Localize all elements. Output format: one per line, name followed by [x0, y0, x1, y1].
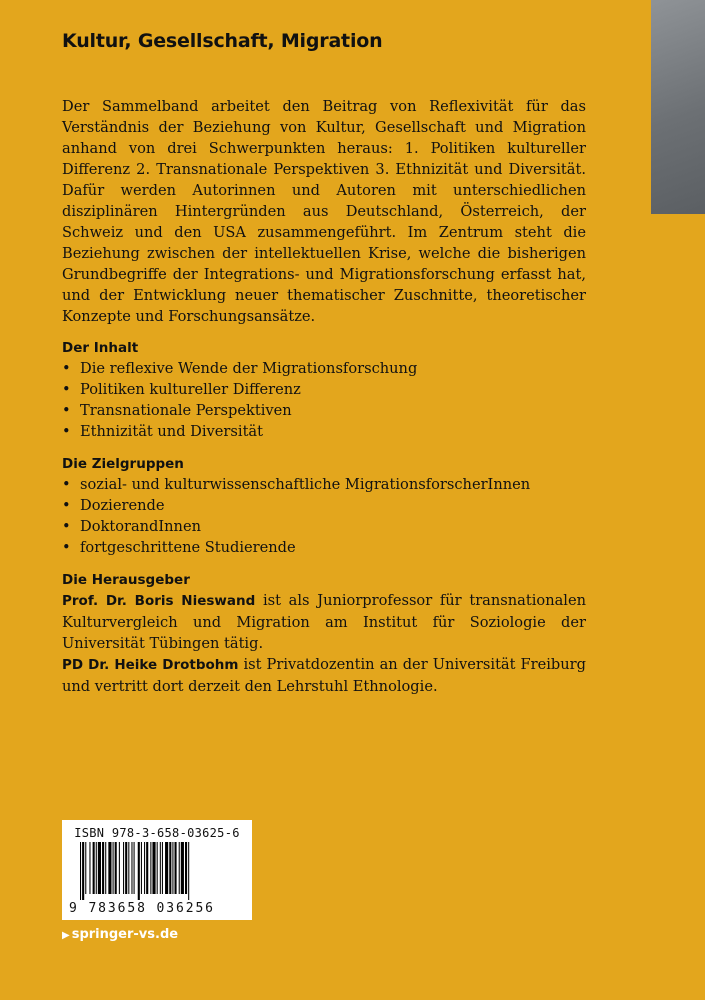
isbn-label: ISBN 978-3-658-03625-6 [74, 826, 240, 840]
editor-bio-text: ist als Juniorprofessor für transnationalen Kulturvergleich und Migration am Institut für Soziologie der Universität Tübingen tätig. [62, 592, 586, 652]
editor-bio-drotbohm [62, 654, 586, 697]
barcode-bar [150, 842, 151, 894]
barcode-bar [96, 842, 97, 894]
barcode-bar [93, 842, 95, 894]
cover-corner-graphic [651, 0, 705, 214]
barcode-bar [179, 842, 180, 894]
contents-item: • Ethnizität und Diversität [62, 421, 586, 442]
audience-heading: Die Zielgruppen [62, 456, 184, 472]
editor-bio-text: ist Privatdozentin an der Universität Freiburg und vertritt dort derzeit den Lehrstuhl Ethnologie. [62, 656, 586, 695]
barcode-bar [131, 842, 132, 894]
contents-list [62, 358, 586, 442]
barcode-bar [115, 842, 117, 894]
editor-bio-nieswand [62, 590, 586, 654]
barcode-bar [165, 842, 168, 894]
barcode-bar [157, 842, 158, 894]
website-label: springer-vs.de [71, 927, 179, 942]
description-paragraph: Der Sammelband arbeitet den Beitrag von Reflexivität für das Verständnis der Beziehung von Kultur, Gesellschaft und Migration anhand von drei Schwerpunkten heraus: 1. Politiken kultureller Differenz 2. Transnationale Perspektiven 3. Ethnizität und Diversität. Dafür werden Autorinnen und Autoren mit unterschiedlichen disziplinären Hintergründen aus Deutschland, Österreich, der Schweiz und den USA zusammengeführt. Im Zentrum steht die Beziehung zwischen der intellektuellen Krise, welche die bisherigen Grundbegriffe der Integrations- und Migrationsforschung erfasst hat, und der Entwicklung neuer thematischer Zuschnitte, theoretischer Konzepte und Forschungsansätze. [62, 98, 586, 325]
barcode-bar [98, 842, 101, 894]
contents-item: • Transnationale Perspektiven [62, 400, 586, 421]
barcode-bar [113, 842, 114, 894]
barcode-bar [181, 842, 184, 894]
isbn-barcode-box [62, 820, 252, 920]
barcode-bar [119, 842, 120, 894]
barcode-icon [80, 842, 234, 900]
editor-name: Prof. Dr. Boris Nieswand [62, 593, 256, 609]
audience-item: • Dozierende [62, 495, 586, 516]
barcode-bar [125, 842, 127, 894]
barcode-bar [80, 842, 81, 900]
isbn-digits: 9 783658 036256 [69, 901, 215, 916]
barcode-bar [85, 842, 86, 894]
barcode-bar [152, 842, 155, 894]
editors-heading: Die Herausgeber [62, 572, 190, 588]
barcode-bar [185, 842, 187, 894]
barcode-bar [160, 842, 161, 894]
barcode-bar [128, 842, 129, 894]
barcode-bar [172, 842, 173, 894]
barcode-bar [82, 842, 84, 900]
barcode-bar [138, 842, 140, 900]
contents-item: • Politiken kultureller Differenz [62, 379, 586, 400]
barcode-bar [108, 842, 111, 894]
audience-item: • DoktorandInnen [62, 516, 586, 537]
barcode-bar [105, 842, 106, 894]
barcode-bar [89, 842, 90, 894]
contents-heading: Der Inhalt [62, 340, 139, 356]
barcode-bar [169, 842, 171, 894]
audience-list [62, 474, 586, 558]
barcode-bar [123, 842, 124, 894]
audience-item: • sozial- und kulturwissenschaftliche MigrationsforscherInnen [62, 474, 586, 495]
contents-item: • Die reflexive Wende der Migrationsforschung [62, 358, 586, 379]
barcode-bar [134, 842, 135, 894]
editor-name: PD Dr. Heike Drotbohm [62, 657, 239, 673]
back-cover-content [62, 96, 586, 697]
barcode-bar [141, 842, 142, 894]
barcode-bar [146, 842, 148, 894]
barcode-bar [162, 842, 163, 894]
audience-item: • fortgeschrittene Studierende [62, 537, 586, 558]
barcode-bar [144, 842, 145, 894]
arrow-right-icon: ▶ [62, 930, 70, 941]
barcode-bar [102, 842, 104, 894]
barcode-bar [188, 842, 189, 900]
book-title: Kultur, Gesellschaft, Migration [62, 30, 383, 52]
website-link[interactable] [62, 927, 178, 942]
barcode-bar [175, 842, 177, 894]
